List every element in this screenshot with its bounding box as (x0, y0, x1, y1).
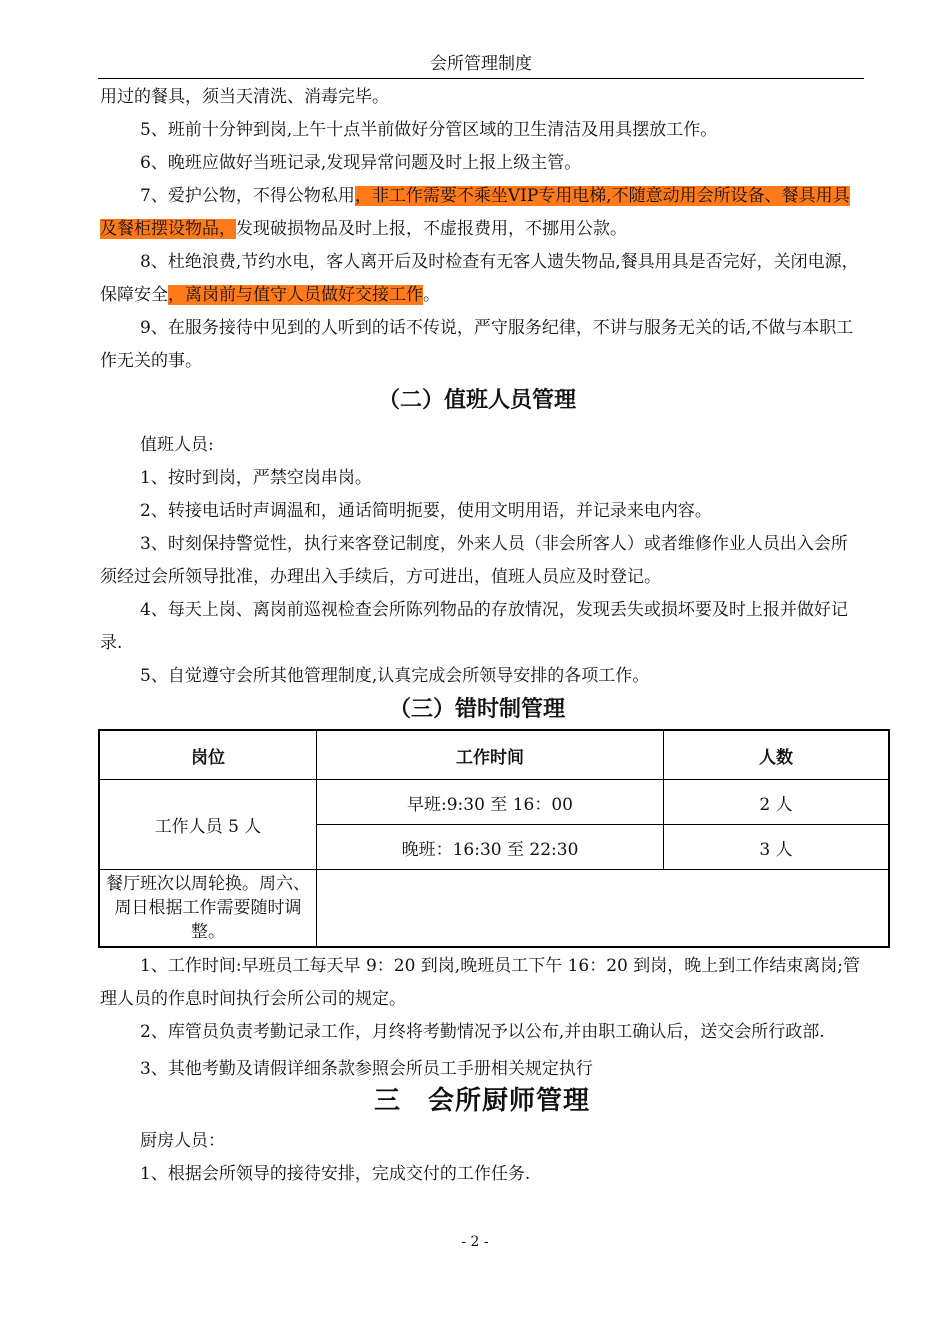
table-header-row (99, 730, 889, 780)
list-item: 2、转接电话时声调温和，通话简明扼要，使用文明用语，并记录来电内容。 (140, 501, 712, 521)
list-item: 1、工作时间:早班员工每天早 9：20 到岗,晚班员工下午 16：20 到岗，晚上到工作结束离岗;管理人员的作息时间执行会所公司的规定。 (100, 956, 860, 1009)
text-run: 。 (423, 285, 440, 305)
list-item: 2、库管员负责考勤记录工作，月终将考勤情况予以公布,并由职工确认后，送交会所行政部. (140, 1022, 825, 1042)
table-cell: 2 人 (664, 780, 890, 825)
section-heading: （三）错时制管理 (388, 697, 565, 722)
column-header: 岗位 (99, 730, 317, 780)
chapter-heading: 三 会所厨师管理 (373, 1086, 590, 1116)
section-heading: （二）值班人员管理 (377, 388, 576, 413)
paragraph: 用过的餐具，须当天清洗、消毒完毕。 (100, 87, 389, 107)
text-run: 7、爱护公物，不得公物私用 (140, 186, 355, 206)
table-cell-empty (317, 870, 890, 948)
table-cell: 早班:9:30 至 16：00 (317, 780, 664, 825)
list-item: 1、根据会所领导的接待安排，完成交付的工作任务. (140, 1164, 531, 1184)
table-cell: 晚班：16:30 至 22:30 (317, 825, 664, 870)
list-item: 3、其他考勤及请假详细条款参照会所员工手册相关规定执行 (140, 1059, 593, 1079)
paragraph: 值班人员: (140, 435, 214, 455)
page-header: 会所管理制度 (98, 50, 864, 79)
paragraph: 6、晚班应做好当班记录,发现异常问题及时上报上级主管。 (140, 153, 582, 173)
list-item: 1、按时到岗，严禁空岗串岗。 (140, 468, 372, 488)
paragraph: 9、在服务接待中见到的人听到的话不传说，严守服务纪律，不讲与服务无关的话,不做与本职工作无关的事。 (100, 318, 854, 371)
paragraph (100, 246, 864, 312)
table-row (99, 870, 889, 948)
table-cell: 3 人 (664, 825, 890, 870)
paragraph: 5、班前十分钟到岗,上午十点半前做好分管区域的卫生清洁及用具摆放工作。 (140, 120, 718, 140)
paragraph (100, 180, 864, 246)
text-run: 发现破损物品及时上报，不虚报费用，不挪用公款。 (236, 219, 627, 239)
column-header: 工作时间 (317, 730, 664, 780)
table-cell: 工作人员 5 人 (99, 780, 317, 870)
table-row (99, 780, 889, 825)
page-content (100, 81, 864, 1191)
table-note: 餐厅班次以周轮换。周六、周日根据工作需要随时调整。 (106, 874, 310, 942)
list-item: 5、自觉遵守会所其他管理制度,认真完成会所领导安排的各项工作。 (140, 666, 650, 686)
highlighted-text: ，离岗前与值守人员做好交接工作 (168, 285, 423, 305)
column-header: 人数 (664, 730, 890, 780)
paragraph: 厨房人员： (140, 1131, 225, 1151)
shift-table (98, 729, 890, 948)
text-run: 8、杜绝浪费,节约水电，客人离开后及时检查有无客人遗失物品,餐具用具是否完好，关闭电源，保障安全 (100, 252, 859, 305)
highlighted-text: ，非工作需要不乘坐VIP专用电梯,不随意动用会所设备、餐具用具及餐柜摆设物品， (100, 186, 850, 239)
table-note-cell (99, 870, 317, 948)
list-item: 4、每天上岗、离岗前巡视检查会所陈列物品的存放情况，发现丢失或损坏要及时上报并做好记录. (100, 600, 848, 653)
page-number: - 2 - (461, 1234, 489, 1250)
list-item: 3、时刻保持警觉性，执行来客登记制度，外来人员（非会所客人）或者维修作业人员出入会所须经过会所领导批准，办理出入手续后，方可进出，值班人员应及时登记。 (100, 534, 848, 587)
